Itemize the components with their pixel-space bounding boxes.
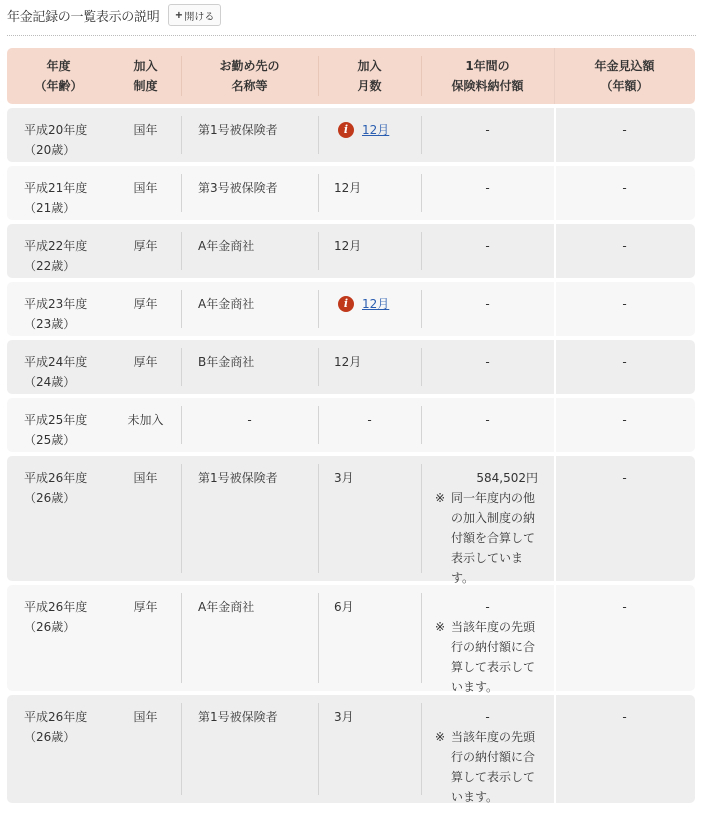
system-cell: 厚年	[133, 239, 158, 253]
months-cell: 12月	[318, 340, 421, 394]
payment-cell	[421, 224, 554, 278]
table-row	[7, 166, 695, 220]
system-cell: 未加入	[127, 413, 164, 427]
months-cell: 12月	[318, 166, 421, 220]
payment-note: ※ 当該年度の先頭行の納付額に合算して表示しています。	[435, 730, 536, 804]
months-cell: -	[318, 398, 421, 452]
info-icon[interactable]: i	[338, 122, 354, 138]
months-link[interactable]: 12月	[362, 297, 390, 311]
payment-note: ※ 同一年度内の他の加入制度の納付額を合算して表示しています。	[435, 491, 536, 585]
employer-cell: 第1号被保険者	[181, 108, 318, 162]
system-cell: 国年	[133, 123, 158, 137]
table-header	[7, 48, 695, 104]
column-header-employer: お勤め先の 名称等	[181, 48, 318, 104]
employer-cell: A年金商社	[181, 585, 318, 691]
year-cell: 平成23年度 （23歳）	[24, 297, 88, 331]
year-cell: 平成20年度 （20歳）	[24, 123, 88, 157]
payment-cell	[421, 340, 554, 394]
table-row	[7, 224, 695, 278]
payment-amount: -	[485, 297, 490, 311]
pension-cell: -	[554, 695, 695, 803]
table-row	[7, 398, 695, 452]
table-row	[7, 340, 695, 394]
pension-cell: -	[554, 585, 695, 691]
pension-record-table	[7, 48, 695, 807]
pension-cell: -	[554, 166, 695, 220]
column-header-year: 年度 （年齢）	[34, 59, 83, 93]
payment-cell	[421, 108, 554, 162]
year-cell: 平成26年度 （26歳）	[24, 600, 88, 634]
payment-cell	[421, 282, 554, 336]
months-link[interactable]: 12月	[362, 123, 390, 137]
page-title: 年金記録の一覧表示の説明	[7, 9, 160, 25]
payment-cell	[421, 456, 554, 585]
section-header	[7, 4, 221, 26]
employer-cell: 第1号被保険者	[181, 456, 318, 581]
payment-amount: -	[485, 710, 490, 724]
payment-cell	[421, 585, 554, 694]
payment-amount: -	[485, 413, 490, 427]
payment-cell	[421, 695, 554, 803]
pension-cell: -	[554, 108, 695, 162]
employer-cell: A年金商社	[181, 224, 318, 278]
column-header-payment: 1年間の 保険料納付額	[421, 48, 554, 104]
year-cell: 平成22年度 （22歳）	[24, 239, 88, 273]
payment-amount: -	[485, 123, 490, 137]
pension-cell: -	[554, 456, 695, 581]
months-cell: 12月	[318, 224, 421, 278]
months-cell	[318, 282, 421, 336]
payment-cell	[421, 166, 554, 220]
payment-amount: -	[485, 600, 490, 614]
table-row	[7, 282, 695, 336]
pension-cell: -	[554, 224, 695, 278]
system-cell: 国年	[133, 181, 158, 195]
plus-icon: +	[175, 8, 183, 22]
pension-cell: -	[554, 282, 695, 336]
column-header-pension: 年金見込額 （年額）	[554, 48, 695, 104]
info-icon[interactable]: i	[338, 296, 354, 312]
year-cell: 平成24年度 （24歳）	[24, 355, 88, 389]
expand-button[interactable]	[168, 4, 221, 26]
payment-amount: 584,502円	[476, 471, 538, 485]
year-cell: 平成21年度 （21歳）	[24, 181, 88, 215]
pension-cell: -	[554, 340, 695, 394]
year-cell: 平成25年度 （25歳）	[24, 413, 88, 447]
payment-note: ※ 当該年度の先頭行の納付額に合算して表示しています。	[435, 620, 536, 694]
pension-cell: -	[554, 398, 695, 452]
table-row	[7, 456, 695, 585]
payment-amount: -	[485, 239, 490, 253]
employer-cell: 第1号被保険者	[181, 695, 318, 803]
payment-amount: -	[485, 181, 490, 195]
column-header-system: 加入 制度	[133, 59, 158, 93]
column-header-months: 加入 月数	[318, 48, 421, 104]
payment-amount: -	[485, 355, 490, 369]
expand-button-label: 開ける	[184, 11, 215, 23]
employer-cell: A年金商社	[181, 282, 318, 336]
employer-cell: 第3号被保険者	[181, 166, 318, 220]
table-row	[7, 695, 695, 803]
system-cell: 国年	[133, 471, 158, 485]
year-cell: 平成26年度 （26歳）	[24, 471, 88, 505]
employer-cell: B年金商社	[181, 340, 318, 394]
system-cell: 厚年	[133, 600, 158, 614]
table-row	[7, 108, 695, 162]
table-row	[7, 585, 695, 694]
employer-cell: -	[181, 398, 318, 452]
dotted-divider	[7, 35, 696, 36]
year-cell: 平成26年度 （26歳）	[24, 710, 88, 744]
system-cell: 厚年	[133, 355, 158, 369]
system-cell: 厚年	[133, 297, 158, 311]
months-cell: 3月	[318, 695, 421, 803]
payment-cell	[421, 398, 554, 452]
months-cell: 3月	[318, 456, 421, 581]
months-cell	[318, 108, 421, 162]
months-cell: 6月	[318, 585, 421, 691]
system-cell: 国年	[133, 710, 158, 724]
